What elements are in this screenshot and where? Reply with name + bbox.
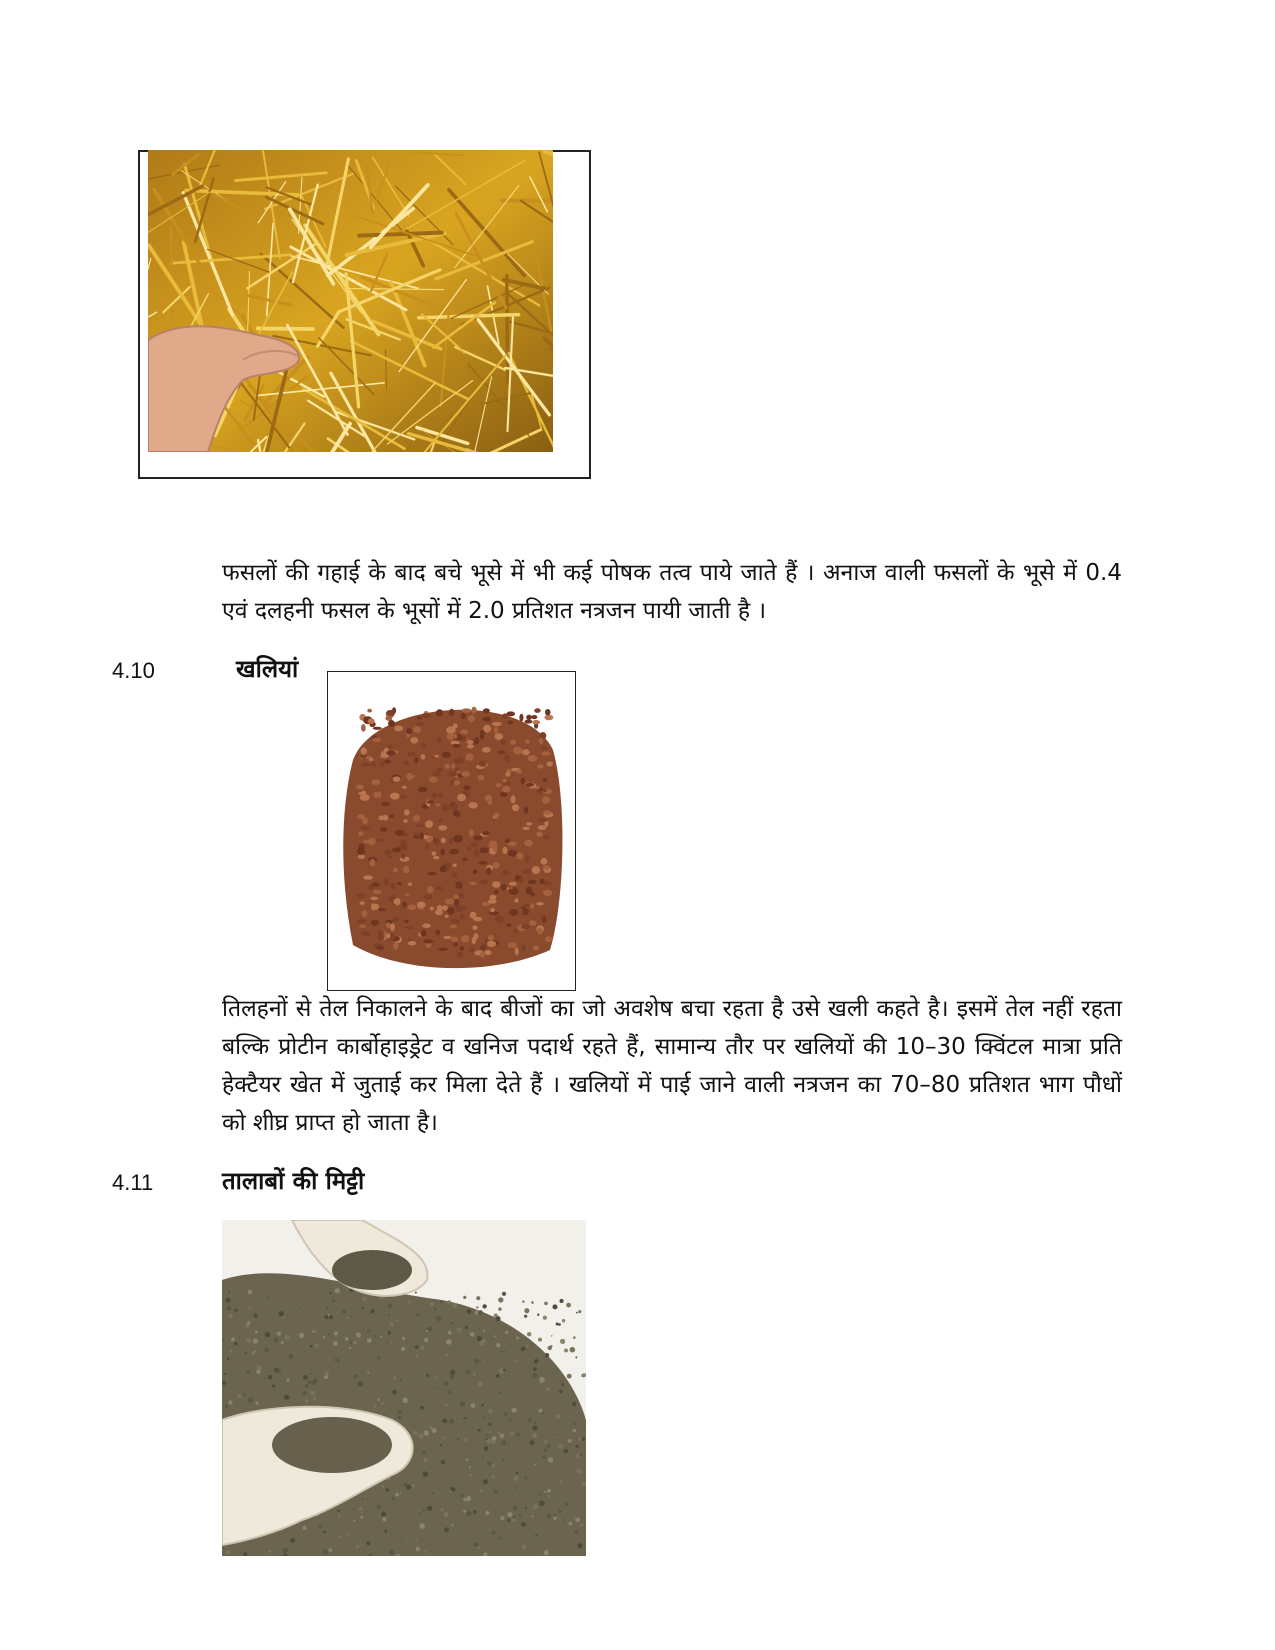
section-title-oil-cakes: खलियां — [236, 655, 299, 683]
oil-cake-paragraph: तिलहनों से तेल निकालने के बाद बीजों का जो अवशेष बचा रहता है उसे खली कहते है। इसमें तेल नहीं रहता बल्कि प्रोटीन कार्बोहाइड्रेट व खनिज पदार्थ रहते हैं, सामान्य तौर पर खलियों की 10–30 क्विंटल मात्रा प्रति हेक्टैयर खेत में जुताई कर मिला देते हैं । खलियों में पाई जाने वाली नत्रजन का 70–80 प्रतिशत भाग पौधों को शीघ्र प्राप्त हो जाता है। — [222, 996, 1122, 1136]
oil-cake-photo — [335, 680, 569, 980]
section-number-4-10: 4.10 — [112, 658, 155, 683]
straw-photo — [148, 150, 553, 452]
pond-soil-photo — [222, 1220, 586, 1556]
section-title-pond-soil: तालाबों की मिट्टी — [222, 1167, 365, 1195]
section-number-4-11: 4.11 — [112, 1170, 154, 1195]
straw-paragraph: फसलों की गहाई के बाद बचे भूसे में भी कई पोषक तत्व पाये जाते हैं । अनाज वाली फसलों के भूसे में 0.4 एवं दलहनी फसल के भूसों में 2.0 प्रतिशत नत्रजन पायी जाती है । — [222, 560, 1122, 624]
